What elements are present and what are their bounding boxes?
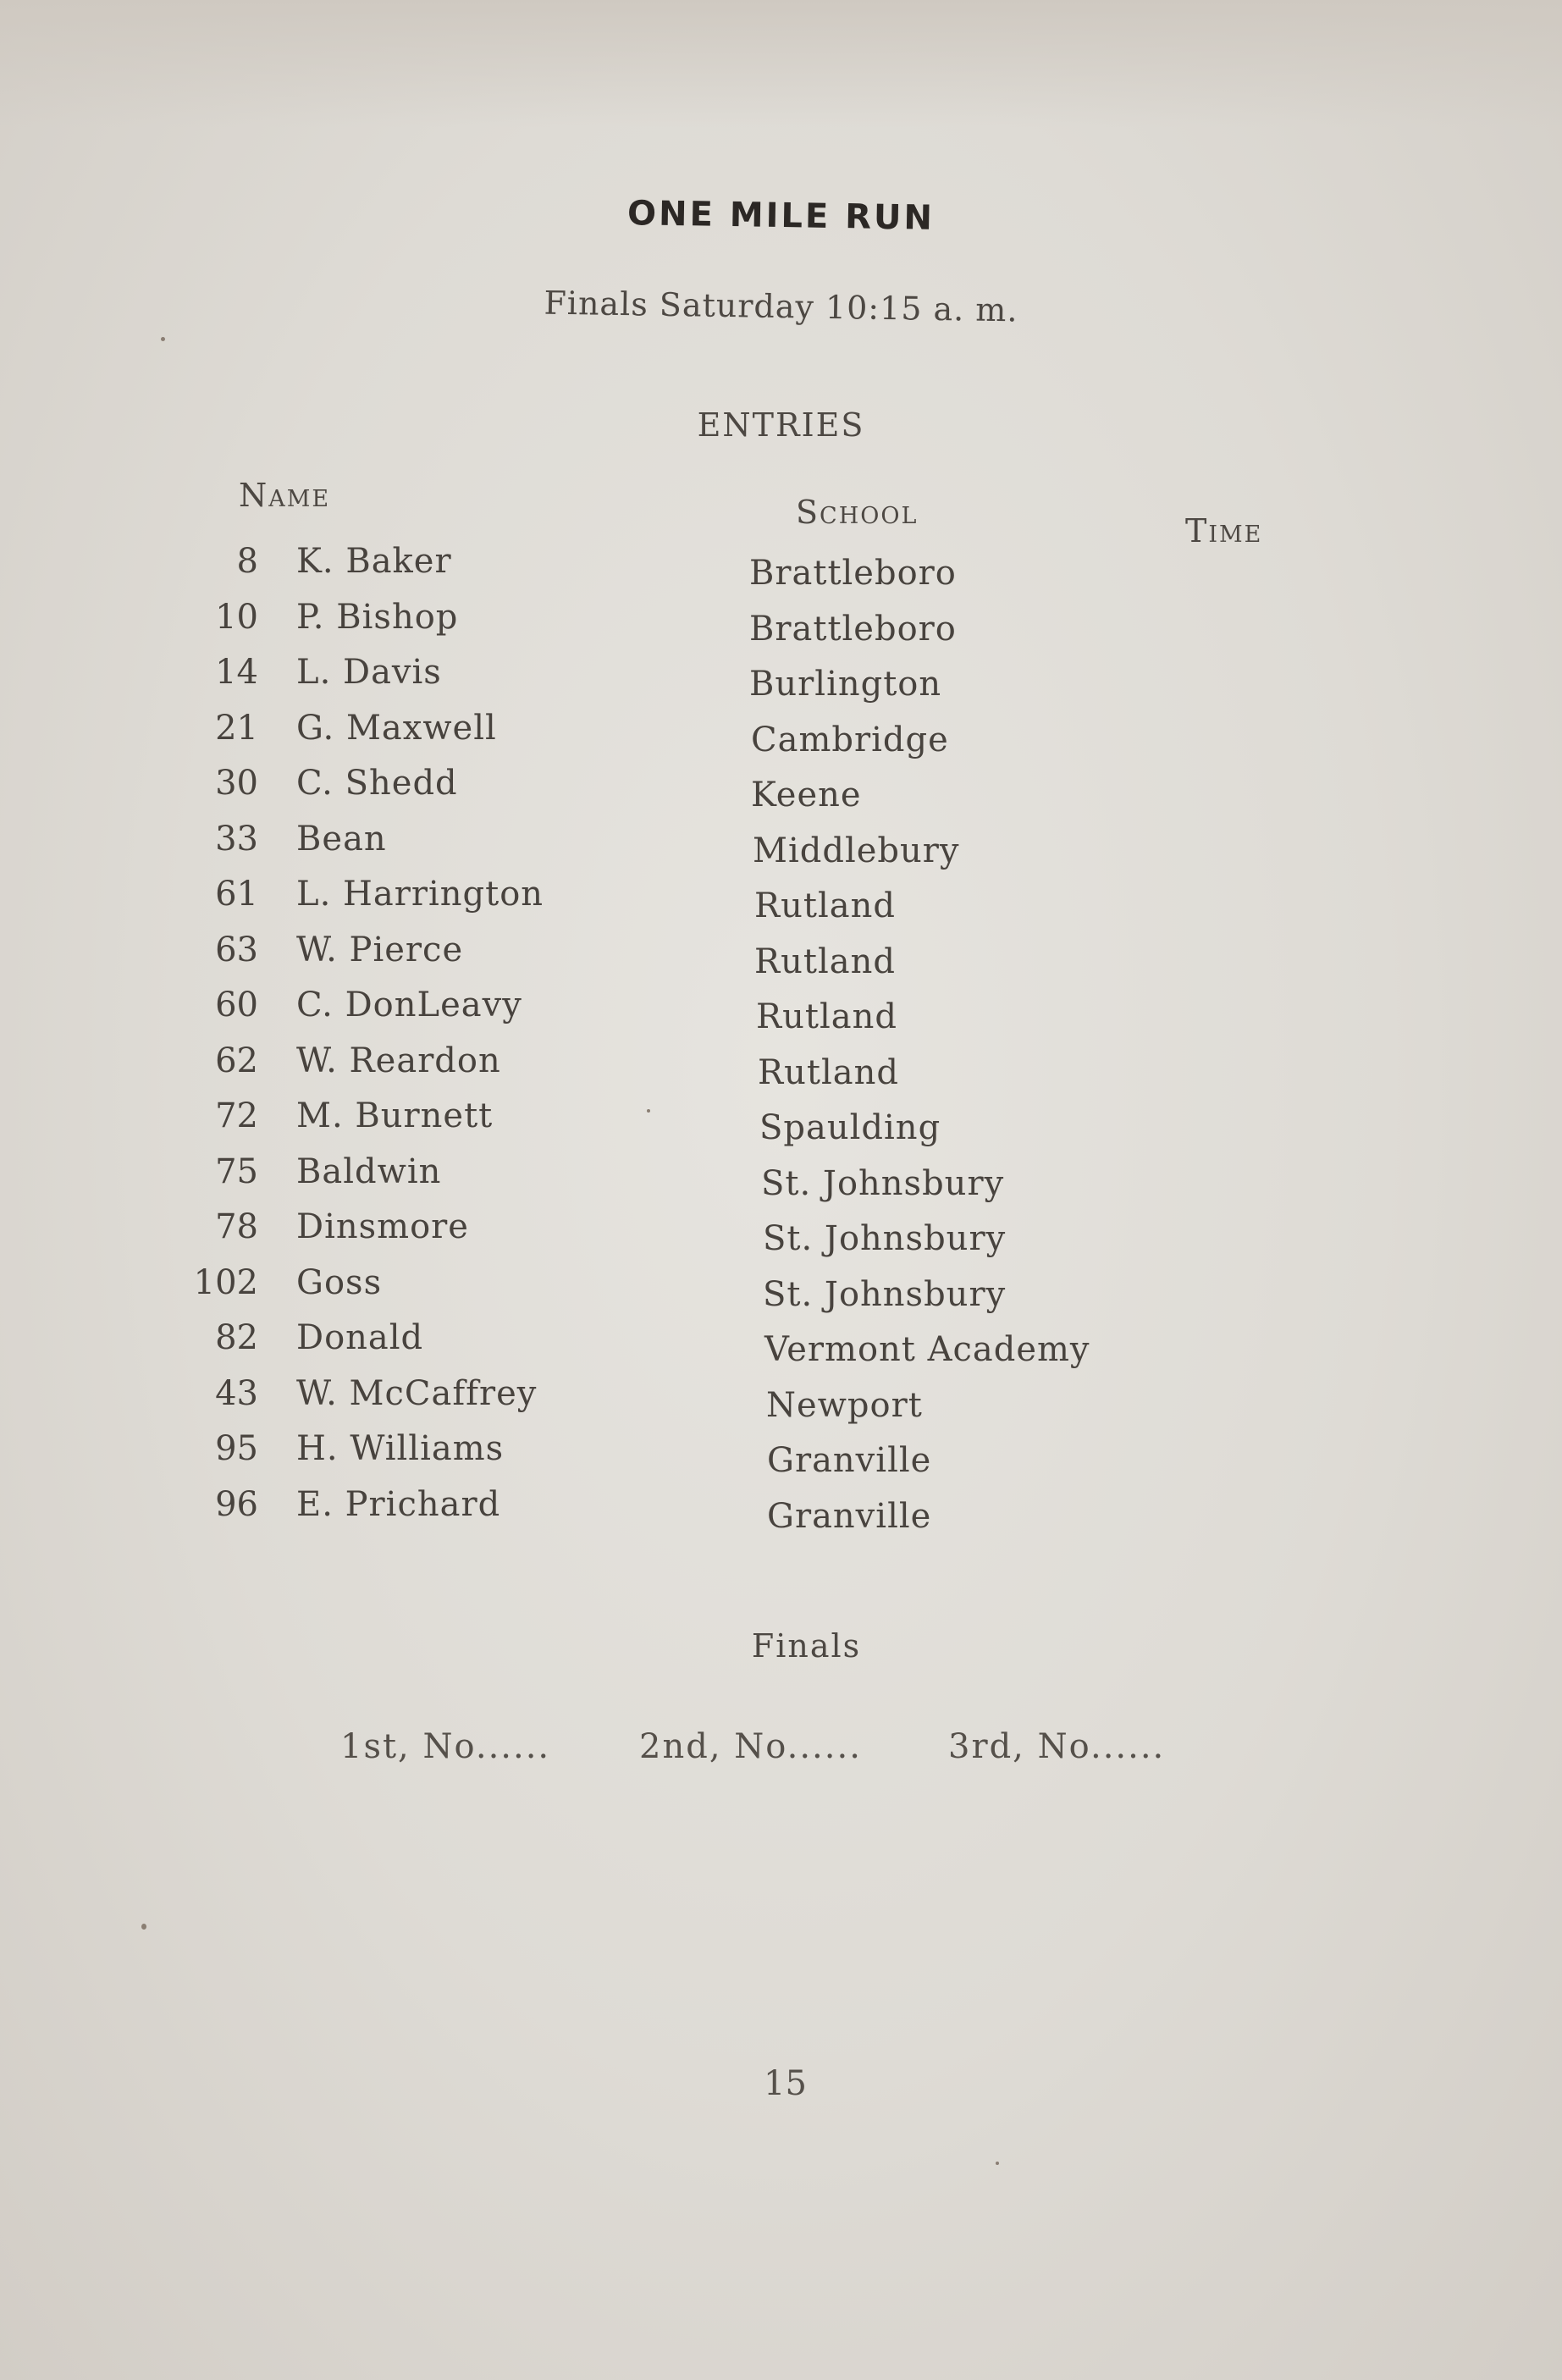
entry-row [0, 764, 1562, 820]
entry-school: Cambridge [751, 720, 949, 759]
entry-number: 63 [215, 930, 258, 969]
paper-speck [161, 337, 165, 341]
paper-speck [141, 1924, 146, 1930]
entry-number: 8 [236, 542, 258, 581]
entry-school: Granville [767, 1496, 932, 1536]
entry-name: M. Burnett [296, 1096, 494, 1135]
page-top-shadow [0, 0, 1562, 127]
page-number: 15 [764, 2064, 807, 2103]
event-title: ONE MILE RUN [626, 194, 936, 238]
entry-number: 96 [215, 1484, 258, 1524]
entry-row [0, 1041, 1562, 1097]
entry-number: 62 [215, 1041, 258, 1080]
entry-name: Goss [296, 1262, 383, 1302]
entry-school: Granville [767, 1441, 932, 1480]
entry-school: Spaulding [759, 1108, 941, 1147]
entry-number: 95 [215, 1429, 258, 1468]
entry-row [0, 1263, 1562, 1319]
entry-number: 33 [215, 819, 258, 859]
event-schedule: Finals Saturday 10:15 a. m. [544, 284, 1018, 329]
entry-school: Middlebury [753, 831, 960, 870]
entry-name: L. Davis [296, 653, 442, 692]
entry-row [0, 542, 1562, 598]
second-place-field: 2nd, No...... [639, 1727, 862, 1766]
entry-number: 61 [215, 875, 258, 914]
entry-name: K. Baker [296, 542, 452, 581]
entry-school: Rutland [754, 942, 896, 981]
entry-name: C. DonLeavy [296, 986, 522, 1024]
entry-name: W. Reardon [296, 1041, 501, 1080]
entry-number: 82 [215, 1318, 258, 1357]
entry-school: Rutland [754, 886, 896, 925]
paper-speck [996, 2162, 999, 2165]
entry-number: 21 [215, 708, 258, 748]
time-column-header: Time [1185, 512, 1263, 549]
entry-school: St. Johnsbury [761, 1163, 1005, 1203]
entry-number: 72 [215, 1096, 258, 1135]
entry-school: Brattleboro [749, 554, 957, 593]
entry-name: L. Harrington [296, 875, 544, 914]
entry-row [0, 1207, 1562, 1263]
entry-name: C. Shedd [296, 764, 458, 803]
entry-school: St. Johnsbury [763, 1219, 1007, 1258]
entry-row [0, 1318, 1562, 1374]
entry-name: P. Bishop [296, 597, 459, 637]
entry-row [0, 1374, 1562, 1430]
entry-row [0, 1152, 1562, 1208]
entry-name: W. Pierce [296, 930, 464, 969]
entry-row [0, 820, 1562, 875]
entry-row [0, 875, 1562, 930]
entry-row [0, 1429, 1562, 1485]
entry-school: St. Johnsbury [763, 1274, 1007, 1314]
entry-name: G. Maxwell [296, 708, 497, 748]
entry-row [0, 709, 1562, 765]
third-place-field: 3rd, No...... [948, 1727, 1166, 1766]
finals-heading: Finals [751, 1627, 862, 1665]
entry-name: H. Williams [296, 1429, 505, 1468]
entry-row [0, 1485, 1562, 1541]
name-column-header: Name [239, 477, 331, 514]
entry-number: 10 [215, 597, 258, 637]
entry-name: Dinsmore [296, 1207, 469, 1246]
entry-name: Baldwin [296, 1151, 442, 1191]
entry-number: 30 [215, 764, 258, 803]
entry-number: 43 [215, 1373, 258, 1413]
entry-school: Rutland [758, 1052, 899, 1092]
entry-school: Newport [766, 1385, 923, 1425]
entry-number: 75 [215, 1151, 258, 1191]
entry-number: 14 [215, 653, 258, 692]
entry-name: Bean [296, 819, 387, 859]
paper-speck [647, 1109, 650, 1113]
entry-row [0, 598, 1562, 654]
entries-heading: ENTRIES [697, 406, 865, 444]
entry-number: 78 [215, 1207, 258, 1246]
entry-school: Brattleboro [749, 609, 957, 649]
entry-school: Keene [751, 776, 862, 815]
entry-school: Burlington [749, 665, 942, 704]
entry-row [0, 930, 1562, 986]
entry-name: E. Prichard [296, 1484, 501, 1524]
first-place-field: 1st, No...... [340, 1727, 551, 1766]
entry-number: 60 [215, 986, 258, 1024]
entry-number: 102 [193, 1262, 258, 1302]
entry-row [0, 986, 1562, 1041]
entry-name: W. McCaffrey [296, 1373, 538, 1413]
entry-school: Rutland [756, 997, 897, 1036]
entry-row [0, 1096, 1562, 1152]
entries-list [0, 542, 1562, 1540]
entry-row [0, 653, 1562, 709]
entry-school: Vermont Academy [764, 1330, 1090, 1369]
school-column-header: School [796, 494, 919, 531]
entry-name: Donald [296, 1318, 424, 1357]
